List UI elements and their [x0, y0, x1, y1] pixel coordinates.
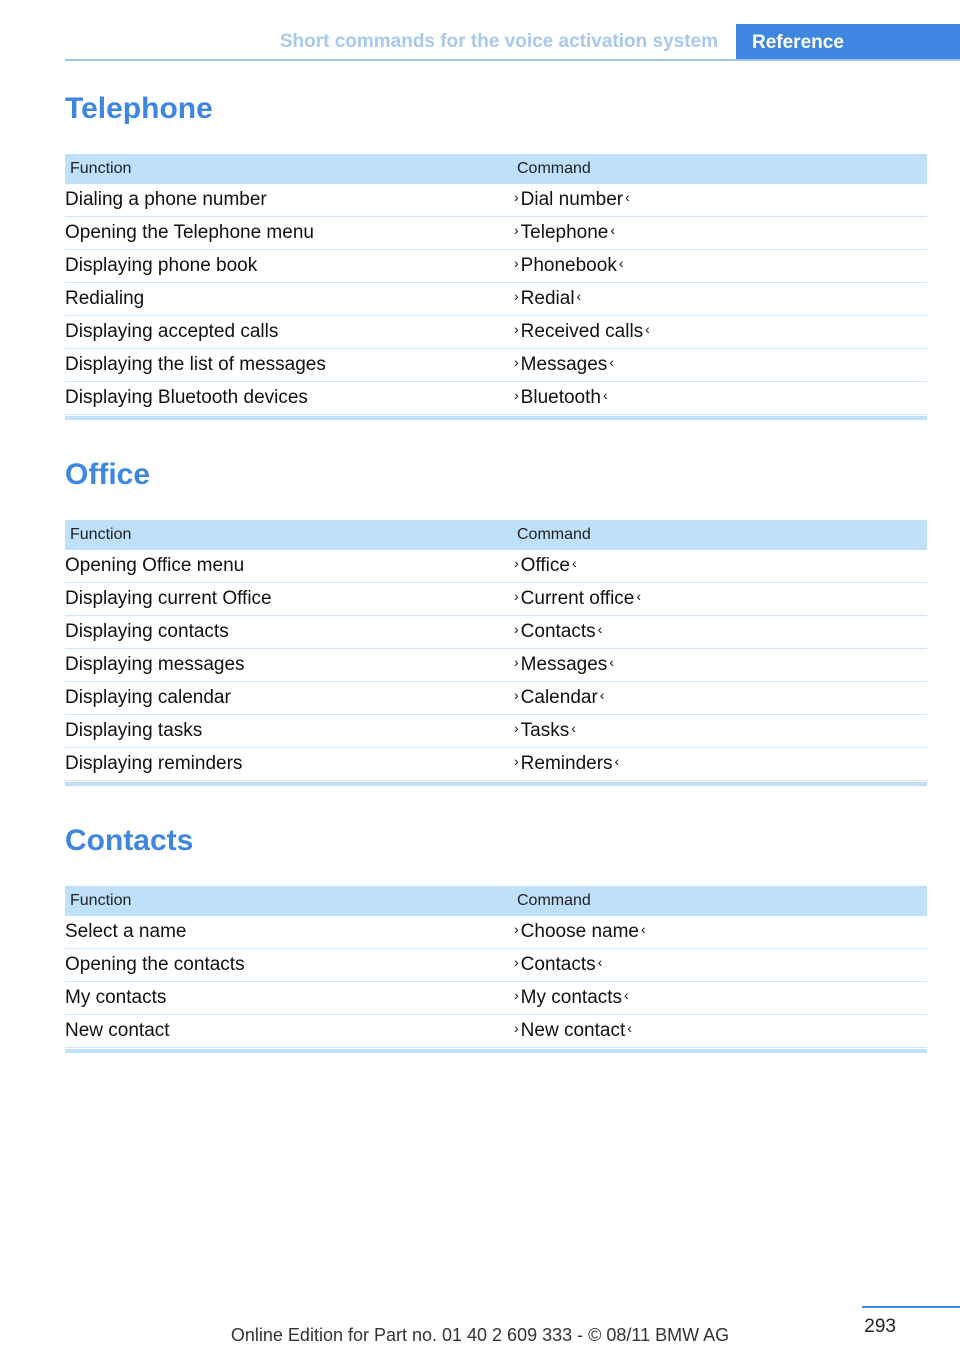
command-text: Telephone [520, 222, 609, 243]
command-cell [512, 288, 927, 310]
quote-close: ‹ [627, 1020, 632, 1036]
function-cell: Opening Office menu [65, 555, 245, 576]
command-text: Received calls [520, 321, 644, 342]
function-cell: Displaying calendar [65, 687, 231, 708]
table-header [65, 520, 927, 550]
column-header-command: Command [517, 160, 591, 177]
command-text: Office [520, 555, 570, 576]
function-cell: Displaying tasks [65, 720, 203, 741]
quote-close: ‹ [636, 588, 642, 604]
command-text: Calendar [520, 687, 598, 708]
quote-close: ‹ [625, 189, 630, 205]
table-end-rule [65, 782, 927, 786]
quote-close: ‹ [602, 387, 608, 403]
command-text: My contacts [520, 987, 623, 1008]
command-cell [512, 255, 927, 277]
page-number: 293 [864, 1316, 896, 1337]
function-cell: Displaying the list of messages [65, 354, 326, 375]
quote-close: ‹ [597, 621, 603, 637]
command-text: Contacts [520, 621, 596, 642]
command-text: Phonebook [520, 255, 617, 276]
quote-open: › [514, 654, 519, 670]
table-row [65, 217, 927, 250]
table-header [65, 886, 927, 916]
table-row [65, 1015, 927, 1048]
command-text: Redial [520, 288, 575, 309]
quote-close: ‹ [640, 921, 646, 937]
command-cell [512, 987, 927, 1009]
command-text: Messages [520, 654, 608, 675]
command-cell [512, 753, 927, 775]
command-cell [512, 189, 927, 211]
command-cell [512, 387, 927, 409]
table-row [65, 715, 927, 748]
quote-close: ‹ [597, 954, 603, 970]
footer-edition [0, 1325, 960, 1346]
command-cell [512, 321, 927, 343]
table-row [65, 316, 927, 349]
command-text: Contacts [520, 954, 596, 975]
command-cell [512, 588, 927, 610]
command-cell [512, 921, 927, 943]
quote-open: › [514, 354, 519, 370]
quote-open: › [514, 321, 519, 337]
table-row [65, 382, 927, 415]
function-cell: Displaying contacts [65, 621, 229, 642]
page-number-rule [862, 1306, 960, 1308]
column-header-function: Function [70, 160, 132, 177]
quote-open: › [514, 588, 519, 604]
command-text: Messages [520, 354, 608, 375]
section-telephone [65, 92, 927, 420]
edition-text: Online Edition for Part no. 01 40 2 609 333 - © 08/11 BMW AG [230, 1325, 730, 1345]
table-row [65, 682, 927, 715]
function-cell: Redialing [65, 288, 145, 309]
command-cell [512, 687, 927, 709]
function-cell: Displaying phone book [65, 255, 258, 276]
quote-open: › [514, 987, 519, 1003]
quote-close: ‹ [571, 555, 577, 571]
quote-open: › [514, 255, 519, 271]
table-row [65, 349, 927, 382]
table-row [65, 949, 927, 982]
command-text: Dial number [520, 189, 624, 210]
command-cell [512, 720, 927, 742]
command-text: New contact [520, 1020, 626, 1041]
quote-open: › [514, 1020, 519, 1036]
header-divider [65, 59, 960, 61]
command-cell [512, 354, 927, 376]
quote-close: ‹ [576, 288, 582, 304]
section-title: Office [65, 458, 151, 491]
quote-open: › [514, 288, 519, 304]
function-cell: Dialing a phone number [65, 189, 267, 210]
quote-open: › [514, 954, 519, 970]
table-end-rule [65, 416, 927, 420]
command-text: Reminders [520, 753, 613, 774]
quote-open: › [514, 753, 519, 769]
function-cell: Displaying current Office [65, 588, 272, 609]
command-text: Bluetooth [520, 387, 601, 408]
function-cell: Opening the contacts [65, 954, 245, 975]
function-cell: New contact [65, 1020, 170, 1041]
table-row [65, 250, 927, 283]
column-header-command: Command [517, 526, 591, 543]
table-row [65, 550, 927, 583]
section-title: Telephone [65, 92, 213, 125]
quote-close: ‹ [624, 987, 629, 1003]
table-row [65, 916, 927, 949]
table-end-rule [65, 1049, 927, 1053]
table-row [65, 283, 927, 316]
table-row [65, 184, 927, 217]
quote-close: ‹ [645, 321, 650, 337]
section-contacts [65, 824, 927, 1053]
section-office [65, 458, 927, 786]
quote-open: › [514, 621, 519, 637]
quote-open: › [514, 921, 519, 937]
quote-close: ‹ [609, 354, 614, 370]
quote-open: › [514, 189, 519, 205]
command-text: Choose name [520, 921, 639, 942]
table-row [65, 583, 927, 616]
function-cell: My contacts [65, 987, 167, 1008]
quote-close: ‹ [610, 222, 616, 238]
quote-close: ‹ [599, 687, 605, 703]
function-cell: Opening the Telephone menu [65, 222, 314, 243]
table-row [65, 748, 927, 781]
quote-open: › [514, 222, 519, 238]
section-tab-reference: Reference [736, 24, 960, 61]
function-cell: Select a name [65, 921, 187, 942]
command-cell [512, 1020, 927, 1042]
command-cell [512, 555, 927, 577]
command-cell [512, 954, 927, 976]
column-header-function: Function [70, 526, 132, 543]
function-cell: Displaying accepted calls [65, 321, 279, 342]
table-row [65, 616, 927, 649]
section-title: Contacts [65, 824, 194, 857]
command-cell [512, 654, 927, 676]
table-row [65, 982, 927, 1015]
quote-open: › [514, 387, 519, 403]
quote-close: ‹ [571, 720, 576, 736]
function-cell: Displaying Bluetooth devices [65, 387, 308, 408]
quote-close: ‹ [609, 654, 614, 670]
quote-close: ‹ [618, 255, 624, 271]
quote-open: › [514, 720, 519, 736]
command-cell [512, 621, 927, 643]
command-text: Tasks [520, 720, 570, 741]
column-header-command: Command [517, 892, 591, 909]
quote-close: ‹ [614, 753, 620, 769]
quote-open: › [514, 555, 519, 571]
column-header-function: Function [70, 892, 132, 909]
table-row [65, 649, 927, 682]
function-cell: Displaying messages [65, 654, 245, 675]
command-text: Current office [520, 588, 635, 609]
table-header [65, 154, 927, 184]
running-header-title: Short commands for the voice activation system [279, 31, 718, 52]
command-cell [512, 222, 927, 244]
quote-open: › [514, 687, 519, 703]
function-cell: Displaying reminders [65, 753, 243, 774]
